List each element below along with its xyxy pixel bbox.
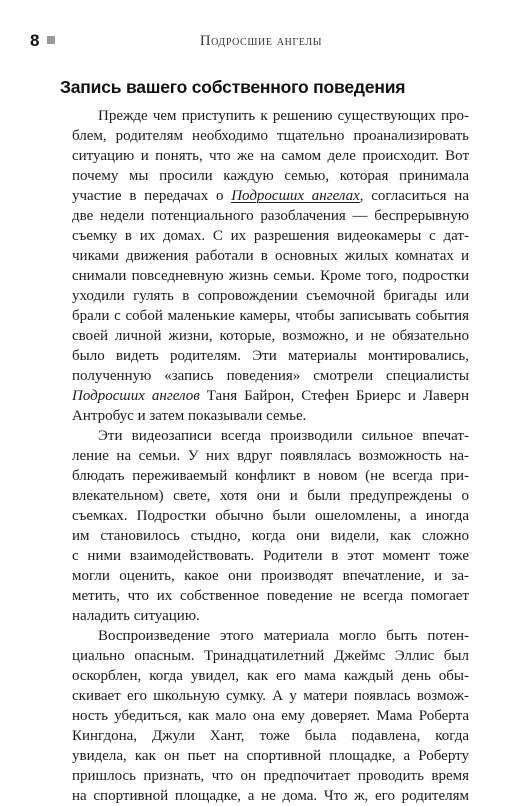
text-line: полученную «запись поведения» смотрели специалисты	[72, 368, 469, 384]
line-text: , согласиться на	[359, 188, 469, 204]
page-number: 8	[30, 31, 40, 50]
text-line: ситуацию и понять, что же на самом деле происходит. Вот	[72, 148, 469, 164]
text-line: Прежде чем приступить к решению существующих про-	[98, 108, 469, 124]
text-line: блем, родителям необходимо тщательно проанализировать	[72, 128, 469, 144]
line-text: участие в передачах о	[72, 188, 232, 204]
body-text	[72, 106, 469, 806]
text-line: увидела, как он пьет на спортивной площадке, а Роберту	[72, 748, 469, 764]
text-line: могли оценить, какое они производят впечатление, и за-	[72, 568, 469, 584]
text-line: метить, что их собственное поведение не всегда помогает	[72, 588, 469, 604]
text-line: съемку в их домах. С их разрешения видеокамеры с дат-	[72, 228, 469, 244]
text-line: Эти видеозаписи всегда производили сильное впечат-	[98, 428, 469, 444]
text-line: влекательном) свете, хотя они и были предупреждены о	[72, 488, 469, 504]
text-line-with-italic	[72, 186, 469, 206]
text-line: ление на семьи. У них вдруг появлялась возможность на-	[72, 448, 469, 464]
text-line: оскорблен, когда увидел, как его мама каждый день обы-	[72, 668, 469, 684]
text-line: уходили гулять в сопровождении съемочной бригады или	[72, 288, 469, 304]
text-line: пришлось признать, что он предпочитает проводить время	[72, 768, 469, 784]
text-line-with-italic	[72, 386, 469, 406]
running-head	[30, 30, 500, 52]
text-line: наладить ситуацию.	[72, 608, 200, 624]
text-line: скивает его школьную сумку. А у матери появлась возмож-	[72, 688, 469, 704]
text-line: было видеть родителям. Эти материалы монтировались,	[72, 348, 469, 364]
text-line: циально опасным. Тринадцатилетний Джеймс Эллис был	[72, 648, 469, 664]
text-line: чиками движения работали в основных жилых комнатах и	[72, 248, 469, 264]
square-ornament-icon	[47, 36, 55, 44]
text-line: брали с собой маленькие камеры, чтобы записывать события	[72, 308, 469, 324]
text-line: на спортивной площадке, а не дома. Что ж, его родителям	[72, 788, 469, 804]
text-line: блюдать переживаемый конфликт в новом (не всегда при-	[72, 468, 469, 484]
text-line: почему мы просили каждую семью, которая принимала	[72, 168, 469, 184]
text-line: им становилось стыдно, когда они видели, как сложно	[72, 528, 469, 544]
text-line: Антробус и затем показывали семье.	[72, 408, 307, 424]
running-title: Подросшие ангелы	[200, 33, 323, 49]
italic-show-title: Подросших ангелов	[72, 388, 200, 404]
text-line: две недели потенциального разоблачения — беспрерывную	[72, 208, 469, 224]
text-line: ность убедиться, как мало она ему доверяет. Мама Роберта	[72, 708, 469, 724]
text-line: своей личной жизни, которые, возможно, и не обязательно	[72, 328, 469, 344]
text-line: Кингдона, Джули Хант, тоже была подавлена, когда	[72, 728, 469, 744]
text-line: с ними взаимодействовать. Родители в этот момент тоже	[72, 548, 469, 564]
text-line: снимали повседневную жизнь семьи. Кроме того, подростки	[72, 268, 469, 284]
italic-show-title: Подросших ангелах	[231, 188, 360, 204]
text-line: Воспроизведение этого материала могло быть потен-	[98, 628, 469, 644]
line-text: Таня Байрон, Стефен Бриерс и Лаверн	[199, 388, 469, 404]
text-line: съемках. Подростки обычно были ошеломлены, а иногда	[72, 508, 469, 524]
section-heading: Запись вашего собственного поведения	[60, 77, 406, 97]
